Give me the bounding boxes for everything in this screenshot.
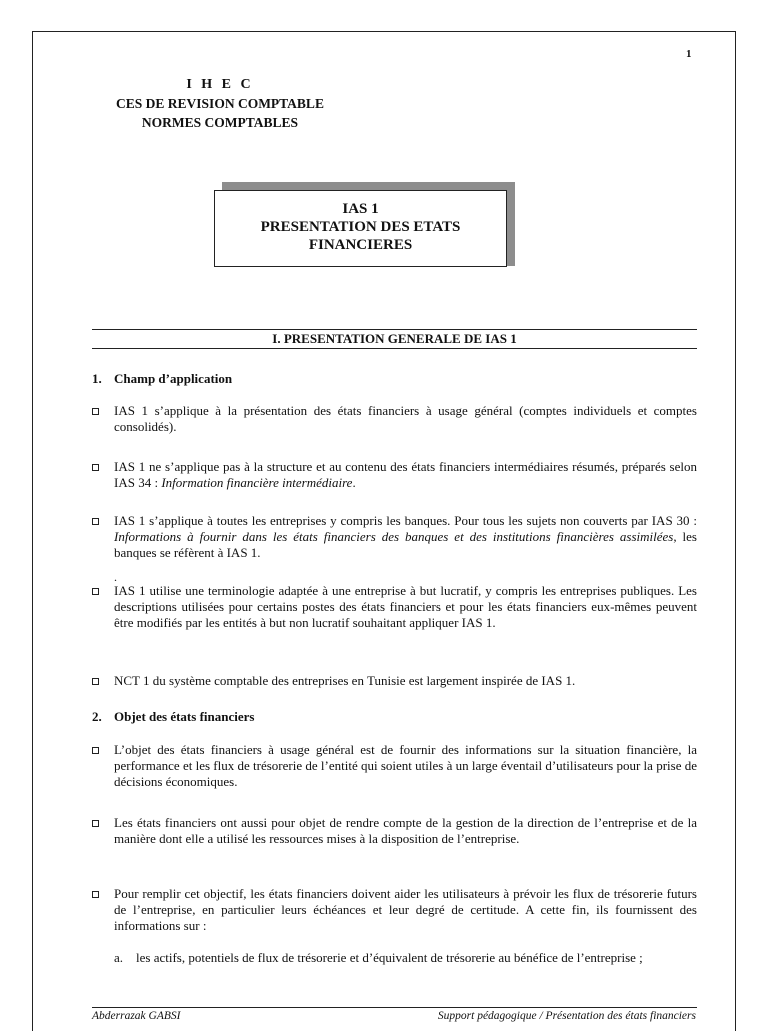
- subheading-text: Objet des états financiers: [114, 709, 255, 724]
- bullet-text: Les états financiers ont aussi pour objet de rendre compte de la gestion de la direction de l’entreprise et de la manière dont elle a utilisé les ressources mises à la disposition de l’entreprise.: [114, 815, 697, 846]
- subheading-number: 1.: [92, 371, 102, 386]
- bullet-item: [92, 886, 697, 934]
- bullet-text: NCT 1 du système comptable des entreprises en Tunisie est largement inspirée de IAS 1.: [114, 673, 576, 688]
- item-letter: a.: [114, 950, 124, 965]
- stray-dot: .: [114, 570, 117, 584]
- title-line-3: FINANCIERES: [308, 237, 413, 253]
- bullet-text: IAS 1 s’applique à toutes les entreprises y compris les banques. Pour tous les sujets non couverts par IAS 30 : Informations à fournir dans les états financiers des banques et des institutions financières assimilées, les banques se réfèrent à IAS 1.: [114, 513, 697, 560]
- footer-rule: [92, 1007, 697, 1008]
- section-title: I. PRESENTATION GENERALE DE IAS 1: [272, 331, 517, 346]
- bullet-item: [92, 459, 697, 491]
- subheading-text: Champ d’application: [114, 371, 233, 386]
- header-program: CES DE REVISION COMPTABLE: [116, 96, 324, 111]
- footer-source: Support pédagogique / Présentation des états financiers: [437, 1010, 696, 1022]
- square-bullet-icon: [92, 678, 99, 685]
- section-rule-top: [92, 329, 697, 330]
- bullet-item: [92, 673, 697, 689]
- header-subject: NORMES COMPTABLES: [141, 115, 299, 130]
- header-school: I H E C: [186, 77, 254, 92]
- lettered-item: [114, 950, 697, 966]
- bullet-item: [92, 815, 697, 847]
- square-bullet-icon: [92, 408, 99, 415]
- square-bullet-icon: [92, 820, 99, 827]
- bullet-text: IAS 1 ne s’applique pas à la structure et au contenu des états financiers intermédiaires résumés, préparés selon IAS 34 : Information financière intermédiaire.: [114, 459, 697, 490]
- title-box: [214, 190, 507, 267]
- bullet-text: IAS 1 s’applique à la présentation des états financiers à usage général (comptes individuels et comptes consolidés).: [114, 403, 697, 434]
- bullet-text: L’objet des états financiers à usage général est de fournir des informations sur la situation financière, la performance et les flux de trésorerie de l’entité qui soient utiles à un large éventail d’utilisateurs pour la prise de décisions économiques.: [114, 742, 697, 789]
- title-line-2: PRESENTATION DES ETATS: [260, 219, 461, 235]
- bullet-item: [92, 403, 697, 435]
- bullet-emphasis: Informations à fournir dans les états financiers des banques et des institutions financières assimilées: [114, 529, 674, 544]
- square-bullet-icon: [92, 588, 99, 595]
- page-number: 1: [686, 48, 692, 60]
- square-bullet-icon: [92, 518, 99, 525]
- subheading-number: 2.: [92, 709, 102, 724]
- bullet-text: Pour remplir cet objectif, les états financiers doivent aider les utilisateurs à prévoir les flux de trésorerie futurs de l’entreprise, en particulier leurs échéances et leur degré de certitude. A cette fin, ils fournissent des informations sur :: [114, 886, 697, 933]
- square-bullet-icon: [92, 891, 99, 898]
- square-bullet-icon: [92, 747, 99, 754]
- bullet-item: [92, 583, 697, 631]
- item-text: les actifs, potentiels de flux de trésorerie et d’équivalent de trésorerie au bénéfice de l’entreprise ;: [136, 950, 643, 965]
- square-bullet-icon: [92, 464, 99, 471]
- bullet-emphasis: Information financière intermédiaire: [161, 475, 353, 490]
- bullet-item: [92, 742, 697, 790]
- bullet-item: [92, 513, 697, 561]
- title-line-1: IAS 1: [342, 201, 379, 217]
- bullet-text: IAS 1 utilise une terminologie adaptée à une entreprise à but lucratif, y compris les entreprises publiques. Les descriptions utilisées pour certains postes des états financiers et pour les états financiers eux-mêmes peuvent être modifiés par les entités à but non lucratif souhaitant appliquer IAS 1.: [114, 583, 697, 630]
- section-rule-bottom: [92, 348, 697, 349]
- footer-author: Abderrazak GABSI: [92, 1010, 181, 1022]
